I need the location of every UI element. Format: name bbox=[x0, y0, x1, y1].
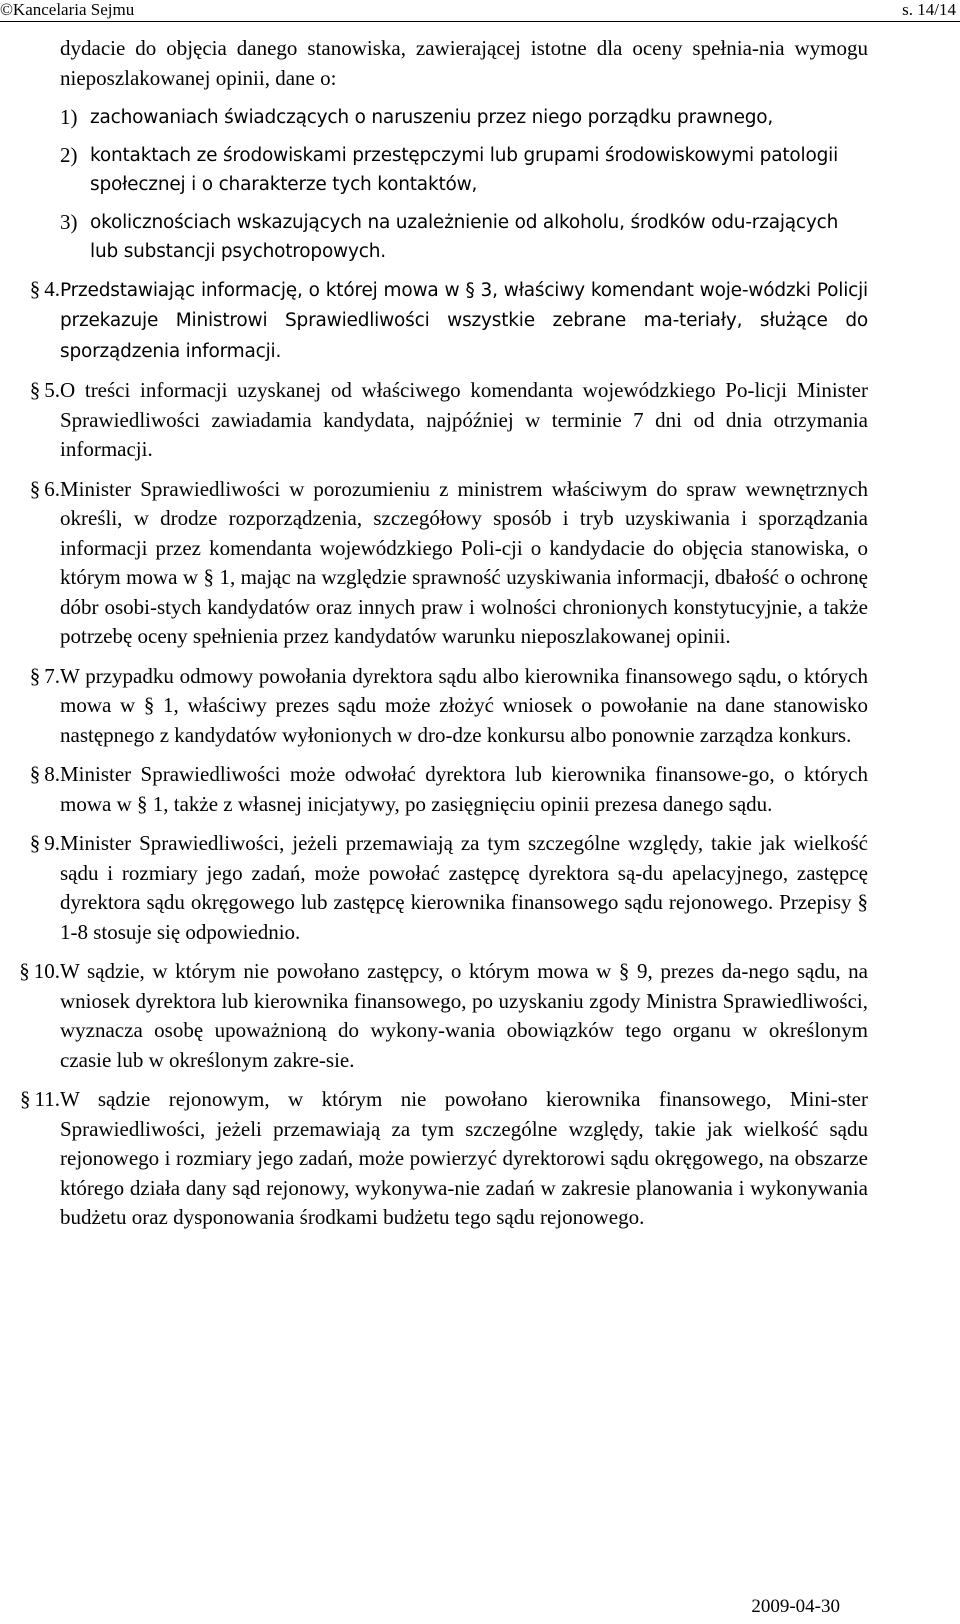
section-text: Minister Sprawiedliwości w porozumieniu z ministrem właściwym do spraw wewnętrznych określi, w drodze rozporządzenia, szczegółowy sposób i tryb uzyskiwania i sporządzania informacji przez komendanta wojewódzkiego Poli-cji o kandydacie do objęcia stanowiska, o którym mowa w § 1, mając na względzie sprawność uzyskiwania informacji, dbałość o ochronę dóbr osobi-stych kandydatów oraz innych praw i wolności chronionych konstytucyjnie, a także potrzebę oceny spełnienia przez kandydatów warunku nieposzlakowanej opinii. bbox=[60, 476, 868, 648]
section-4 bbox=[29, 275, 868, 367]
list-item bbox=[60, 208, 868, 267]
section-11 bbox=[20, 1085, 868, 1233]
section-text: W sądzie, w którym nie powołano zastępcy, o którym mowa w § 9, prezes da-nego sądu, na wniosek dyrektora lub kierownika finansowego, po uzyskaniu zgody Ministra Sprawiedliwości, wyznacza osobę upoważnioną do wykony-wania obowiązków tego organu w określonym czasie lub w określonym zakre-sie. bbox=[60, 959, 868, 1072]
section-10 bbox=[19, 957, 868, 1075]
header-divider bbox=[0, 21, 960, 22]
intro-paragraph: dydacie do objęcia danego stanowiska, zawierającej istotne dla oceny spełnia-nia wymogu nieposzlakowanej opinii, dane o: bbox=[60, 36, 868, 90]
section-9 bbox=[29, 829, 868, 947]
section-text: Minister Sprawiedliwości, jeżeli przemawiają za tym szczególne względy, takie jak wielkość sądu i rozmiary jego zadań, może powołać zastępcę dyrektora są-du apelacyjnego, zastępcę dyrektora sądu okręgowego lub zastępcę kierownika finansowego sądu rejonowego. Przepisy § 1-8 stosuje się odpowiednio. bbox=[60, 831, 868, 944]
list-item-number: 1) bbox=[60, 105, 78, 129]
section-number: § 7. bbox=[29, 663, 60, 688]
list-item-text: zachowaniach świadczących o naruszeniu przez niego porządku prawnego, bbox=[90, 107, 774, 128]
list-item-text: okolicznościach wskazujących na uzależnienie od alkoholu, środków odu-rzających lub substancji psychotropowych. bbox=[90, 211, 839, 262]
footer-date: 2009-04-30 bbox=[751, 1596, 840, 1617]
section-number: § 9. bbox=[29, 831, 60, 855]
list-item bbox=[60, 103, 868, 133]
section-number: § 10. bbox=[19, 959, 60, 983]
header-page-number: s. 14/14 bbox=[902, 0, 956, 19]
section-8 bbox=[29, 760, 868, 819]
section-text: O treści informacji uzyskanej od właściwego komendanta wojewódzkiego Po-licji Minister Sprawiedliwości zawiadamia kandydata, najpóźniej w terminie 7 dni od dnia otrzymania informacji. bbox=[60, 378, 868, 461]
list-item-number: 2) bbox=[60, 142, 78, 167]
section-text: W sądzie rejonowym, w którym nie powołano kierownika finansowego, Mini-ster Sprawiedliwości, jeżeli przemawiają za tym szczególne względy, takie jak wielkość sądu rejonowego i rozmiary jego zadań, może powierzyć dyrektorowi sądu okręgowego, na obszarze którego działa dany sąd rejonowy, wykonywa-nie zadań w zakresie planowania i wykonywania budżetu oraz dysponowania środkami budżetu tego sądu rejonowego. bbox=[60, 1087, 868, 1229]
list-item bbox=[60, 141, 868, 200]
section-number: § 4. bbox=[29, 276, 60, 301]
section-text: Minister Sprawiedliwości może odwołać dyrektora lub kierownika finansowe-go, o których mowa w § 1, także z własnej inicjatywy, po zasięgnięciu opinii prezesa danego sądu. bbox=[60, 762, 868, 816]
list-item-number: 3) bbox=[60, 209, 78, 234]
header-copyright: ©Kancelaria Sejmu bbox=[0, 0, 135, 19]
section-6 bbox=[29, 475, 868, 652]
document-body bbox=[19, 34, 868, 1243]
section-text: Przedstawiając informację, o której mowa w § 3, właściwy komendant woje-wódzki Policji przekazuje Ministrowi Sprawiedliwości wszystkie zebrane ma-teriały, służące do sporządzenia informacji. bbox=[60, 279, 868, 362]
section-text: W przypadku odmowy powołania dyrektora sądu albo kierownika finansowego sądu, o których mowa w § 1, właściwy prezes sądu może złożyć wniosek o powołanie na dane stanowisko następnego z kandydatów wyłonionych w dro-dze konkursu albo ponownie zarządza konkurs. bbox=[60, 663, 868, 747]
section-number: § 6. bbox=[29, 476, 60, 501]
section-number: § 8. bbox=[29, 762, 60, 786]
section-number: § 5. bbox=[29, 378, 60, 402]
section-5 bbox=[29, 376, 868, 465]
list-item-text: kontaktach ze środowiskami przestępczymi lub grupami środowiskowymi patologii społecznej i o charakterze tych kontaktów, bbox=[90, 144, 839, 195]
section-7 bbox=[29, 662, 868, 751]
section-number: § 11. bbox=[20, 1087, 60, 1111]
